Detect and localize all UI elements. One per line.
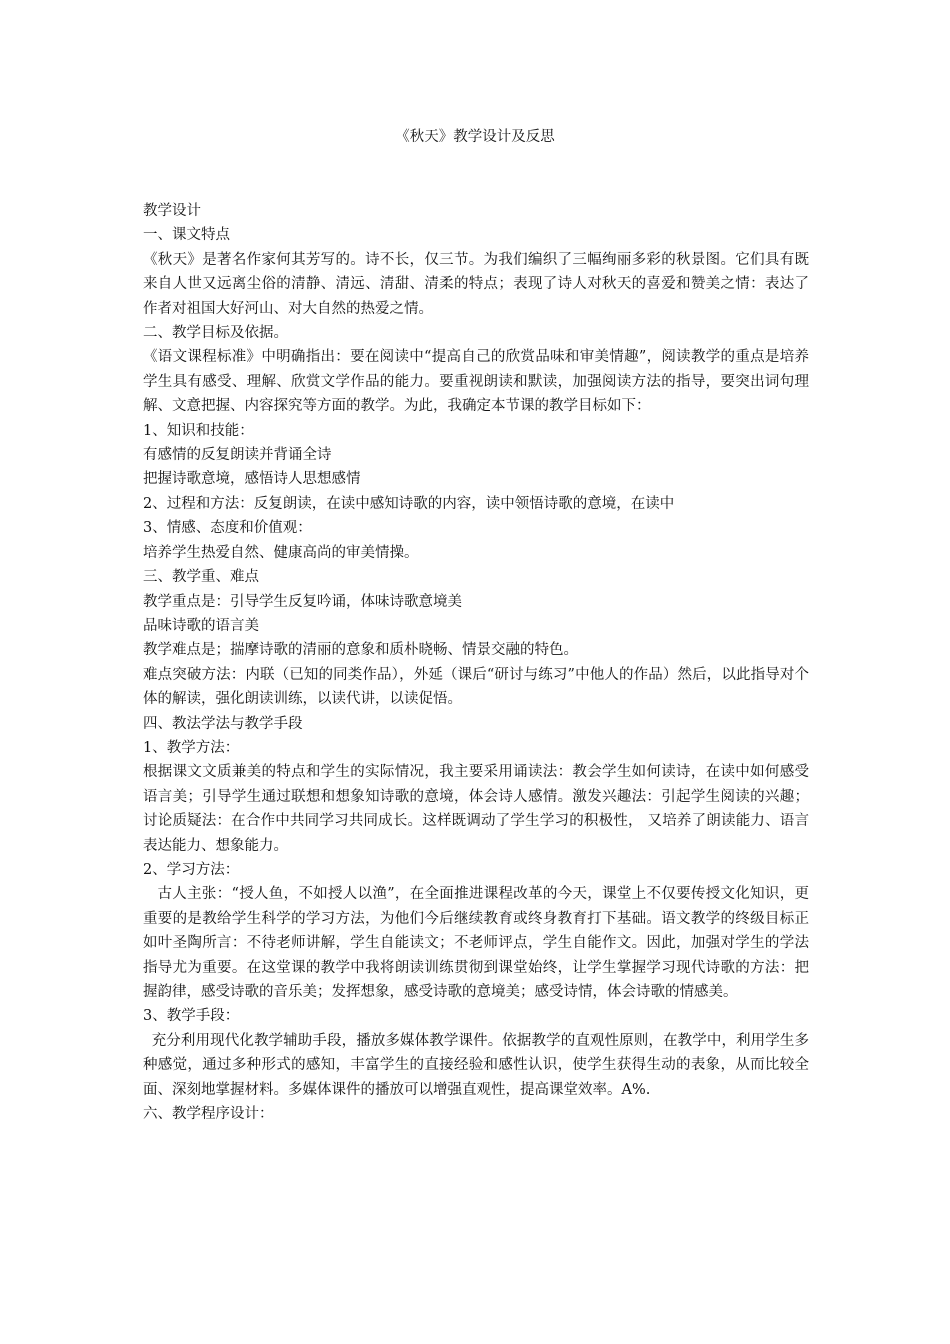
goal-item-recite: 有感情的反复朗读并背诵全诗 [143,447,332,464]
section-heading-2: 二、教学目标及依据。 [143,325,288,342]
section-heading-4: 四、教法学法与教学手段 [143,715,303,732]
goal-item-mood: 把握诗歌意境，感悟诗人思想感情 [143,471,361,488]
method-heading-2: 2、学习方法： [143,861,240,878]
section-heading-3: 三、教学重、难点 [143,569,259,586]
teaching-method-paragraph: 根据课文文质兼美的特点和学生的实际情况，我主要采用诵读法：教会学生如何读诗，在读中如何感受语言美；引导学生通过联想和想象知诗歌的意境，体会诗人感情。激发兴趣法：引起学生阅读的兴趣；讨论质疑法：在合作中共同学习共同成长。这样既调动了学生学习的积极性， 又培养了朗读能力、语言表达能力、想象能力。 [143,764,809,854]
teaching-means-paragraph: 充分利用现代化教学辅助手段，播放多媒体教学课件。依据教学的直观性原则，在教学中，利用学生多种感觉，通过多种形式的感知，丰富学生的直接经验和感性认识，使学生获得生动的表象，从而比较全面、深刻地掌握材料。多媒体课件的播放可以增强直观性，提高课堂效率。A%. [143,1032,809,1098]
section-heading-design: 教学设计 [143,203,201,219]
key-point-sub-line: 品味诗歌的语言美 [143,617,259,634]
goal-heading-3: 3、情感、态度和价值观： [143,520,312,537]
method-heading-1: 1、教学方法： [143,739,240,756]
goal-heading-1: 1、知识和技能： [143,422,254,439]
paragraph-curriculum-standard: 《语文课程标准》中明确指出：要在阅读中“提高自己的欣赏品味和审美情趣”，阅读教学的重点是培养学生具有感受、理解、欣赏文学作品的能力。要重视朗读和默读，加强阅读方法的指导，要突出词句理解、文意把握、内容探究等方面的教学。为此，我确定本节课的教学目标如下： [143,349,809,415]
document-title: 《秋天》教学设计及反思 [395,129,555,145]
paragraph-text-features: 《秋天》是著名作家何其芳写的。诗不长，仅三节。为我们编织了三幅绚丽多彩的秋景图。它们具有既来自人世又远离尘俗的清静、清远、清甜、清柔的特点；表现了诗人对秋天的喜爱和赞美之情：表达了作者对祖国大好河山、对大自然的热爱之情。 [143,251,809,317]
section-heading-1: 一、课文特点 [143,227,230,244]
method-heading-3: 3、教学手段： [143,1008,240,1025]
learning-method-paragraph: 古人主张：“授人鱼，不如授人以渔”，在全面推进课程改革的今天，课堂上不仅要传授文化知识，更重要的是教给学生科学的学习方法，为他们今后继续教育或终身教育打下基础。语文教学的终级目标正如叶圣陶所言：不待老师讲解，学生自能读文；不老师评点，学生自能作文。因此，加强对学生的学法指导尤为重要。在这堂课的教学中我将朗读训练贯彻到课堂始终，让学生掌握学习现代诗歌的方法：把握韵律，感受诗歌的音乐美；发挥想象，感受诗歌的意境美；感受诗情，体会诗歌的情感美。 [143,886,809,1000]
section-heading-6: 六、教学程序设计： [143,1106,274,1123]
goal-item-aesthetic: 培养学生热爱自然、健康高尚的审美情操。 [143,544,419,561]
document-body [143,199,809,1126]
key-point-line: 教学重点是：引导学生反复吟诵，体味诗歌意境美 [143,593,462,610]
difficulty-line: 教学难点是；揣摩诗歌的清丽的意象和质朴晓畅、情景交融的特色。 [143,642,578,659]
difficulty-method-paragraph: 难点突破方法：内联（已知的同类作品），外延（课后“研讨与练习”中他人的作品）然后，以此指导对个体的解读，强化朗读训练，以读代讲，以读促悟。 [143,666,809,708]
goal-heading-2: 2、过程和方法：反复朗读，在读中感知诗歌的内容，读中领悟诗歌的意境，在读中 [143,495,675,512]
